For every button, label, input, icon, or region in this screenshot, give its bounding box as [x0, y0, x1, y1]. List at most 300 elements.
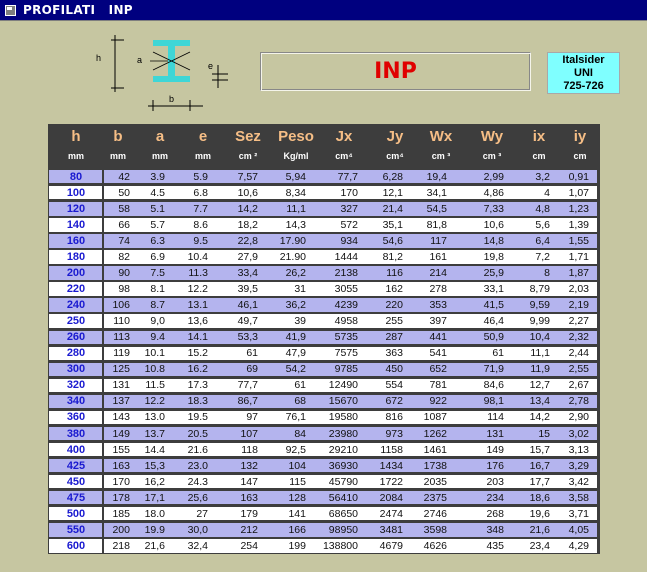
cell-jy: 116: [386, 267, 403, 279]
cell-wx: 2375: [423, 491, 447, 504]
cell-b: 178: [112, 491, 130, 504]
cell-peso: 21.90: [279, 250, 306, 263]
table-row[interactable]: [48, 475, 600, 489]
cell-e: 13.1: [187, 299, 208, 312]
cell-wy: 14,8: [483, 234, 504, 247]
cell-jx: 7575: [334, 347, 358, 360]
row-h-value: 600: [66, 539, 86, 552]
cell-ix: 7,2: [535, 250, 550, 263]
cell-jy: 363: [385, 347, 403, 360]
cell-sez: 22,8: [237, 234, 258, 247]
table-row[interactable]: [48, 507, 600, 521]
cell-jy: 1434: [379, 459, 403, 472]
cell-a: 6.9: [150, 250, 165, 263]
cell-sez: 107: [240, 427, 258, 440]
table-row[interactable]: [48, 410, 600, 424]
row-h-value: 360: [66, 411, 86, 424]
cell-iy: 2,90: [568, 411, 589, 424]
cell-wx: 397: [429, 315, 447, 328]
cell-a: 13.0: [144, 411, 165, 424]
cell-a: 5.1: [150, 202, 165, 215]
cell-iy: 1,23: [568, 202, 589, 215]
table-row[interactable]: [48, 186, 600, 200]
cell-jx: 77,7: [337, 170, 358, 183]
cell-wx: 278: [429, 283, 447, 296]
cell-wy: 41,5: [483, 299, 504, 312]
cell-e: 5.9: [193, 170, 208, 183]
cell-wx: 541: [429, 347, 447, 360]
cell-peso: 54,2: [285, 363, 306, 376]
row-h-value: 220: [66, 283, 86, 296]
cell-peso: 5,94: [285, 170, 306, 183]
column-unit-8: cm⁴: [386, 151, 404, 161]
cell-wy: 46,4: [483, 315, 504, 328]
cell-a: 4.5: [150, 186, 165, 199]
table-row[interactable]: [48, 491, 600, 505]
column-header-10: Wy: [480, 128, 504, 145]
table-row[interactable]: [48, 346, 600, 360]
cell-a: 9,0: [150, 315, 165, 328]
cell-wy: 50,9: [483, 331, 504, 344]
cell-jx: 23980: [328, 427, 358, 440]
cell-wy: 2,99: [483, 170, 504, 183]
cell-iy: 1,87: [568, 267, 589, 279]
cell-jy: 3481: [379, 523, 403, 536]
cell-a: 7.5: [150, 267, 165, 279]
label-a: a: [137, 55, 143, 65]
cell-iy: 2,03: [568, 283, 589, 296]
cell-jx: 4239: [334, 299, 358, 312]
ibeam-diagram: [90, 30, 240, 115]
cell-jy: 973: [385, 427, 403, 440]
cell-peso: 14,3: [285, 218, 306, 231]
cell-iy: 1,71: [568, 250, 589, 263]
table-row[interactable]: [48, 250, 600, 264]
column-unit-6: Kg/ml: [283, 151, 309, 161]
row-h-value: 450: [66, 475, 86, 488]
title-bar[interactable]: [0, 0, 647, 21]
ibeam-shape: [150, 40, 190, 82]
cell-wy: 203: [486, 475, 504, 488]
cell-jy: 162: [385, 283, 403, 296]
cell-sez: 118: [241, 443, 258, 456]
cell-iy: 2,27: [568, 315, 589, 328]
cell-wx: 652: [429, 363, 447, 376]
cell-e: 16.2: [187, 363, 208, 376]
cell-jx: 934: [340, 234, 358, 247]
cell-a: 12.2: [144, 395, 165, 408]
cell-wx: 353: [429, 299, 447, 312]
cell-sez: 132: [240, 459, 258, 472]
cell-jy: 35,1: [382, 218, 403, 231]
cell-ix: 15: [538, 427, 550, 440]
cell-ix: 9,99: [529, 315, 550, 328]
cell-b: 113: [113, 331, 130, 344]
table-row[interactable]: [48, 459, 600, 473]
label-h: h: [96, 53, 102, 63]
row-h-value: 475: [66, 491, 86, 504]
column-header-8: Jy: [386, 128, 404, 145]
cell-jy: 81,2: [382, 250, 403, 263]
cell-ix: 4,8: [535, 202, 550, 215]
cell-peso: 84: [294, 427, 306, 440]
row-h-value: 280: [66, 347, 86, 360]
cell-jx: 5735: [334, 331, 358, 344]
app-icon[interactable]: [5, 5, 16, 16]
column-header-6: Peso: [278, 128, 314, 145]
cell-ix: 9,59: [529, 299, 550, 312]
cell-iy: 2,32: [568, 331, 589, 344]
cell-a: 15,3: [144, 459, 165, 472]
cell-a: 21,6: [144, 539, 165, 552]
cell-iy: 0,91: [568, 170, 589, 183]
cell-peso: 68: [294, 395, 306, 408]
cell-a: 16,2: [144, 475, 165, 488]
cell-wx: 161: [429, 250, 447, 263]
standard-badge: [547, 52, 620, 94]
cell-iy: 2,67: [568, 379, 589, 392]
cell-ix: 15,7: [529, 443, 550, 456]
cell-sez: 163: [240, 491, 258, 504]
column-unit-11: cm: [532, 151, 546, 161]
table-row[interactable]: [48, 378, 600, 392]
cell-a: 18.0: [144, 507, 165, 520]
cell-sez: 77,7: [237, 379, 258, 392]
cell-peso: 76,1: [285, 411, 306, 424]
cell-peso: 104: [288, 459, 306, 472]
row-h-value: 425: [66, 459, 86, 472]
cell-peso: 36,2: [285, 299, 306, 312]
cell-a: 8.1: [150, 283, 165, 296]
column-header-2: b: [113, 128, 123, 145]
cell-sez: 7,57: [237, 170, 258, 183]
cell-peso: 47,9: [285, 347, 306, 360]
cell-sez: 254: [240, 539, 258, 552]
cell-wy: 71,9: [483, 363, 504, 376]
cell-e: 27: [196, 507, 208, 520]
row-h-value: 380: [66, 427, 86, 440]
cell-wx: 117: [430, 234, 447, 247]
column-unit-3: mm: [151, 151, 168, 161]
cell-wy: 84,6: [483, 379, 504, 392]
column-header-1: h: [71, 128, 81, 145]
cell-peso: 31: [294, 283, 306, 296]
cell-jx: 12490: [328, 379, 358, 392]
height-dimension: [111, 35, 124, 92]
cell-e: 17.3: [187, 379, 208, 392]
row-h-value: 120: [66, 202, 86, 215]
cell-sez: 86,7: [237, 395, 258, 408]
cell-wx: 1461: [423, 443, 447, 456]
table-row[interactable]: [48, 523, 600, 537]
profile-name: INP: [374, 59, 417, 84]
cell-b: 143: [112, 411, 130, 424]
cell-wx: 4626: [423, 539, 447, 552]
cell-ix: 13,4: [529, 395, 550, 408]
column-unit-7: cm⁴: [335, 151, 353, 161]
table-row[interactable]: [48, 298, 600, 312]
cell-wy: 348: [486, 523, 504, 536]
cell-b: 110: [113, 315, 130, 328]
cell-peso: 92,5: [285, 443, 306, 456]
cell-jy: 220: [385, 299, 403, 312]
cell-peso: 141: [288, 507, 306, 520]
cell-wx: 441: [429, 331, 447, 344]
label-b: b: [169, 94, 175, 104]
cell-jy: 816: [385, 411, 403, 424]
cell-a: 9.4: [150, 331, 165, 344]
cell-ix: 14,2: [529, 411, 550, 424]
table-row[interactable]: [48, 362, 600, 376]
cell-e: 21.6: [187, 443, 208, 456]
cell-ix: 11,1: [530, 347, 550, 360]
cell-peso: 8,34: [285, 186, 306, 199]
cell-peso: 26,2: [285, 267, 306, 279]
cell-ix: 19,6: [529, 507, 550, 520]
column-unit-4: mm: [194, 151, 211, 161]
row-h-value: 550: [66, 523, 86, 536]
cell-sez: 179: [240, 507, 258, 520]
row-h-value: 140: [66, 218, 86, 231]
table-body: [48, 169, 600, 554]
row-h-value: 260: [66, 331, 86, 344]
cell-wx: 3598: [423, 523, 447, 536]
cell-iy: 2,55: [568, 363, 589, 376]
cell-ix: 6,4: [535, 234, 550, 247]
cell-b: 185: [112, 507, 130, 520]
standard-line-2: UNI: [574, 66, 593, 79]
cell-e: 20.5: [187, 427, 208, 440]
cell-sez: 97: [246, 411, 258, 424]
cell-e: 30,0: [187, 523, 208, 536]
profile-table: [48, 124, 600, 554]
cell-peso: 41,9: [285, 331, 306, 344]
cell-e: 6.8: [193, 186, 208, 199]
column-unit-12: cm: [573, 151, 587, 161]
cell-b: 149: [112, 427, 130, 440]
cell-jx: 327: [340, 202, 358, 215]
cell-wx: 214: [429, 267, 447, 279]
cell-jy: 255: [385, 315, 403, 328]
cell-e: 15.2: [187, 347, 208, 360]
cell-ix: 18,6: [529, 491, 550, 504]
cell-b: 66: [118, 218, 130, 231]
cell-wx: 2746: [423, 507, 447, 520]
column-header-3: a: [155, 128, 165, 145]
row-h-value: 340: [66, 395, 86, 408]
cell-e: 10.4: [187, 250, 208, 263]
cell-iy: 4,05: [568, 523, 589, 536]
cell-iy: 2,19: [568, 299, 589, 312]
cell-jy: 1158: [380, 443, 403, 456]
cell-sez: 69: [246, 363, 258, 376]
cell-wy: 25,9: [483, 267, 504, 279]
cell-wx: 2035: [423, 475, 447, 488]
table-row[interactable]: [48, 394, 600, 408]
table-row[interactable]: [48, 427, 600, 441]
cell-peso: 11,1: [286, 202, 306, 215]
cell-sez: 27,9: [237, 250, 258, 263]
cell-sez: 53,3: [237, 331, 258, 344]
table-row[interactable]: [48, 218, 600, 232]
cell-wy: 268: [486, 507, 504, 520]
row-h-value: 250: [66, 315, 86, 328]
cell-jx: 4958: [334, 315, 358, 328]
table-row[interactable]: [48, 539, 600, 553]
cell-e: 32,4: [187, 539, 208, 552]
cell-a: 3.9: [150, 170, 165, 183]
cell-b: 137: [112, 395, 130, 408]
standard-line-1: Italsider: [562, 53, 605, 66]
column-header-5: Sez: [235, 128, 261, 145]
cell-b: 74: [118, 234, 130, 247]
cell-jx: 56410: [328, 491, 358, 504]
cell-ix: 17,7: [529, 475, 550, 488]
cell-jx: 572: [340, 218, 358, 231]
cell-wy: 98,1: [483, 395, 504, 408]
cell-e: 23.0: [187, 459, 208, 472]
cell-wy: 176: [486, 459, 504, 472]
column-header-9: Wx: [429, 128, 453, 145]
cell-wx: 781: [429, 379, 447, 392]
cell-b: 58: [118, 202, 130, 215]
cell-wx: 34,1: [426, 186, 447, 199]
cell-wx: 922: [429, 395, 447, 408]
cell-wy: 33,1: [483, 283, 504, 296]
row-h-value: 160: [66, 234, 86, 247]
cell-iy: 2,44: [568, 347, 589, 360]
table-row[interactable]: [48, 170, 600, 184]
cell-jx: 68650: [328, 507, 358, 520]
cell-sez: 39,5: [237, 283, 258, 296]
row-h-value: 100: [66, 186, 86, 199]
cell-ix: 4: [544, 186, 550, 199]
cell-jy: 672: [385, 395, 403, 408]
cell-b: 98: [118, 283, 130, 296]
cell-wy: 234: [486, 491, 504, 504]
cell-iy: 1,39: [568, 218, 589, 231]
width-dimension: [148, 100, 203, 111]
flange-thickness-dimension: [212, 65, 228, 88]
table-row[interactable]: [48, 330, 600, 344]
cell-peso: 199: [288, 539, 306, 552]
cell-jx: 170: [340, 186, 358, 199]
cell-wy: 131: [486, 427, 504, 440]
cell-a: 10.1: [144, 347, 165, 360]
cell-jy: 12,1: [382, 186, 403, 199]
cell-jx: 9785: [334, 363, 358, 376]
cell-wx: 1087: [423, 411, 447, 424]
cell-e: 12.2: [187, 283, 208, 296]
cell-a: 6.3: [150, 234, 165, 247]
column-header-12: iy: [573, 128, 587, 145]
cell-b: 125: [112, 363, 130, 376]
cell-a: 8.7: [150, 299, 165, 312]
cell-iy: 1,07: [568, 186, 589, 199]
cell-sez: 10,6: [237, 186, 258, 199]
cell-b: 90: [118, 267, 130, 279]
cell-sez: 49,7: [237, 315, 258, 328]
cell-a: 13.7: [144, 427, 165, 440]
cell-b: 163: [112, 459, 130, 472]
cell-wy: 19,8: [483, 250, 504, 263]
cell-peso: 115: [289, 475, 306, 488]
cell-sez: 33,4: [237, 267, 258, 279]
cell-jx: 98950: [328, 523, 358, 536]
cell-ix: 8: [544, 267, 550, 279]
cell-peso: 166: [288, 523, 306, 536]
cell-iy: 3,13: [568, 443, 589, 456]
cell-sez: 18,2: [237, 218, 258, 231]
table-row[interactable]: [48, 202, 600, 216]
table-row[interactable]: [48, 234, 600, 248]
cell-jy: 4679: [379, 539, 403, 552]
cell-ix: 5,6: [535, 218, 550, 231]
cell-iy: 2,78: [568, 395, 589, 408]
cell-b: 218: [112, 539, 130, 552]
cell-wy: 149: [486, 443, 504, 456]
cell-a: 11.5: [145, 379, 165, 392]
cell-b: 119: [113, 347, 130, 360]
cell-wx: 19,4: [426, 170, 447, 183]
cell-wy: 114: [487, 411, 504, 424]
cell-e: 13,6: [187, 315, 208, 328]
cell-wx: 81,8: [426, 218, 447, 231]
table-row[interactable]: [48, 314, 600, 328]
standard-line-3: 725-726: [563, 79, 604, 92]
cell-a: 5.7: [150, 218, 165, 231]
cell-jy: 6,28: [382, 170, 403, 183]
cell-iy: 3,58: [568, 491, 589, 504]
cell-jy: 2474: [379, 507, 403, 520]
cell-iy: 3,42: [568, 475, 589, 488]
cell-peso: 17.90: [279, 234, 306, 247]
cell-sez: 147: [240, 475, 258, 488]
cell-jx: 1444: [334, 250, 358, 263]
cell-sez: 61: [246, 347, 258, 360]
cell-iy: 3,02: [568, 427, 589, 440]
cell-e: 24.3: [187, 475, 208, 488]
profile-name-box: [260, 52, 531, 91]
cell-iy: 3,29: [568, 459, 589, 472]
row-h-value: 320: [66, 379, 86, 392]
cell-jx: 2138: [334, 267, 358, 279]
cell-jy: 450: [385, 363, 403, 376]
table-row[interactable]: [48, 282, 600, 296]
cell-ix: 21,6: [529, 523, 550, 536]
table-row[interactable]: [48, 443, 600, 457]
cell-b: 42: [118, 170, 130, 183]
column-header-11: ix: [532, 128, 546, 145]
cell-e: 11.3: [188, 267, 208, 279]
cell-a: 10.8: [144, 363, 165, 376]
cell-ix: 11,9: [530, 363, 550, 376]
cell-a: 19.9: [144, 523, 165, 536]
column-header-7: Jx: [335, 128, 353, 145]
table-row[interactable]: [48, 266, 600, 280]
cell-e: 19.5: [187, 411, 208, 424]
cell-jy: 554: [385, 379, 403, 392]
cell-e: 14.1: [187, 331, 208, 344]
cell-peso: 39: [294, 315, 306, 328]
cell-e: 9.5: [193, 234, 208, 247]
cell-e: 25,6: [187, 491, 208, 504]
cell-jy: 2084: [379, 491, 403, 504]
cell-jx: 3055: [334, 283, 358, 296]
cell-ix: 3,2: [535, 170, 550, 183]
row-h-value: 180: [66, 250, 86, 263]
cell-b: 155: [112, 443, 130, 456]
